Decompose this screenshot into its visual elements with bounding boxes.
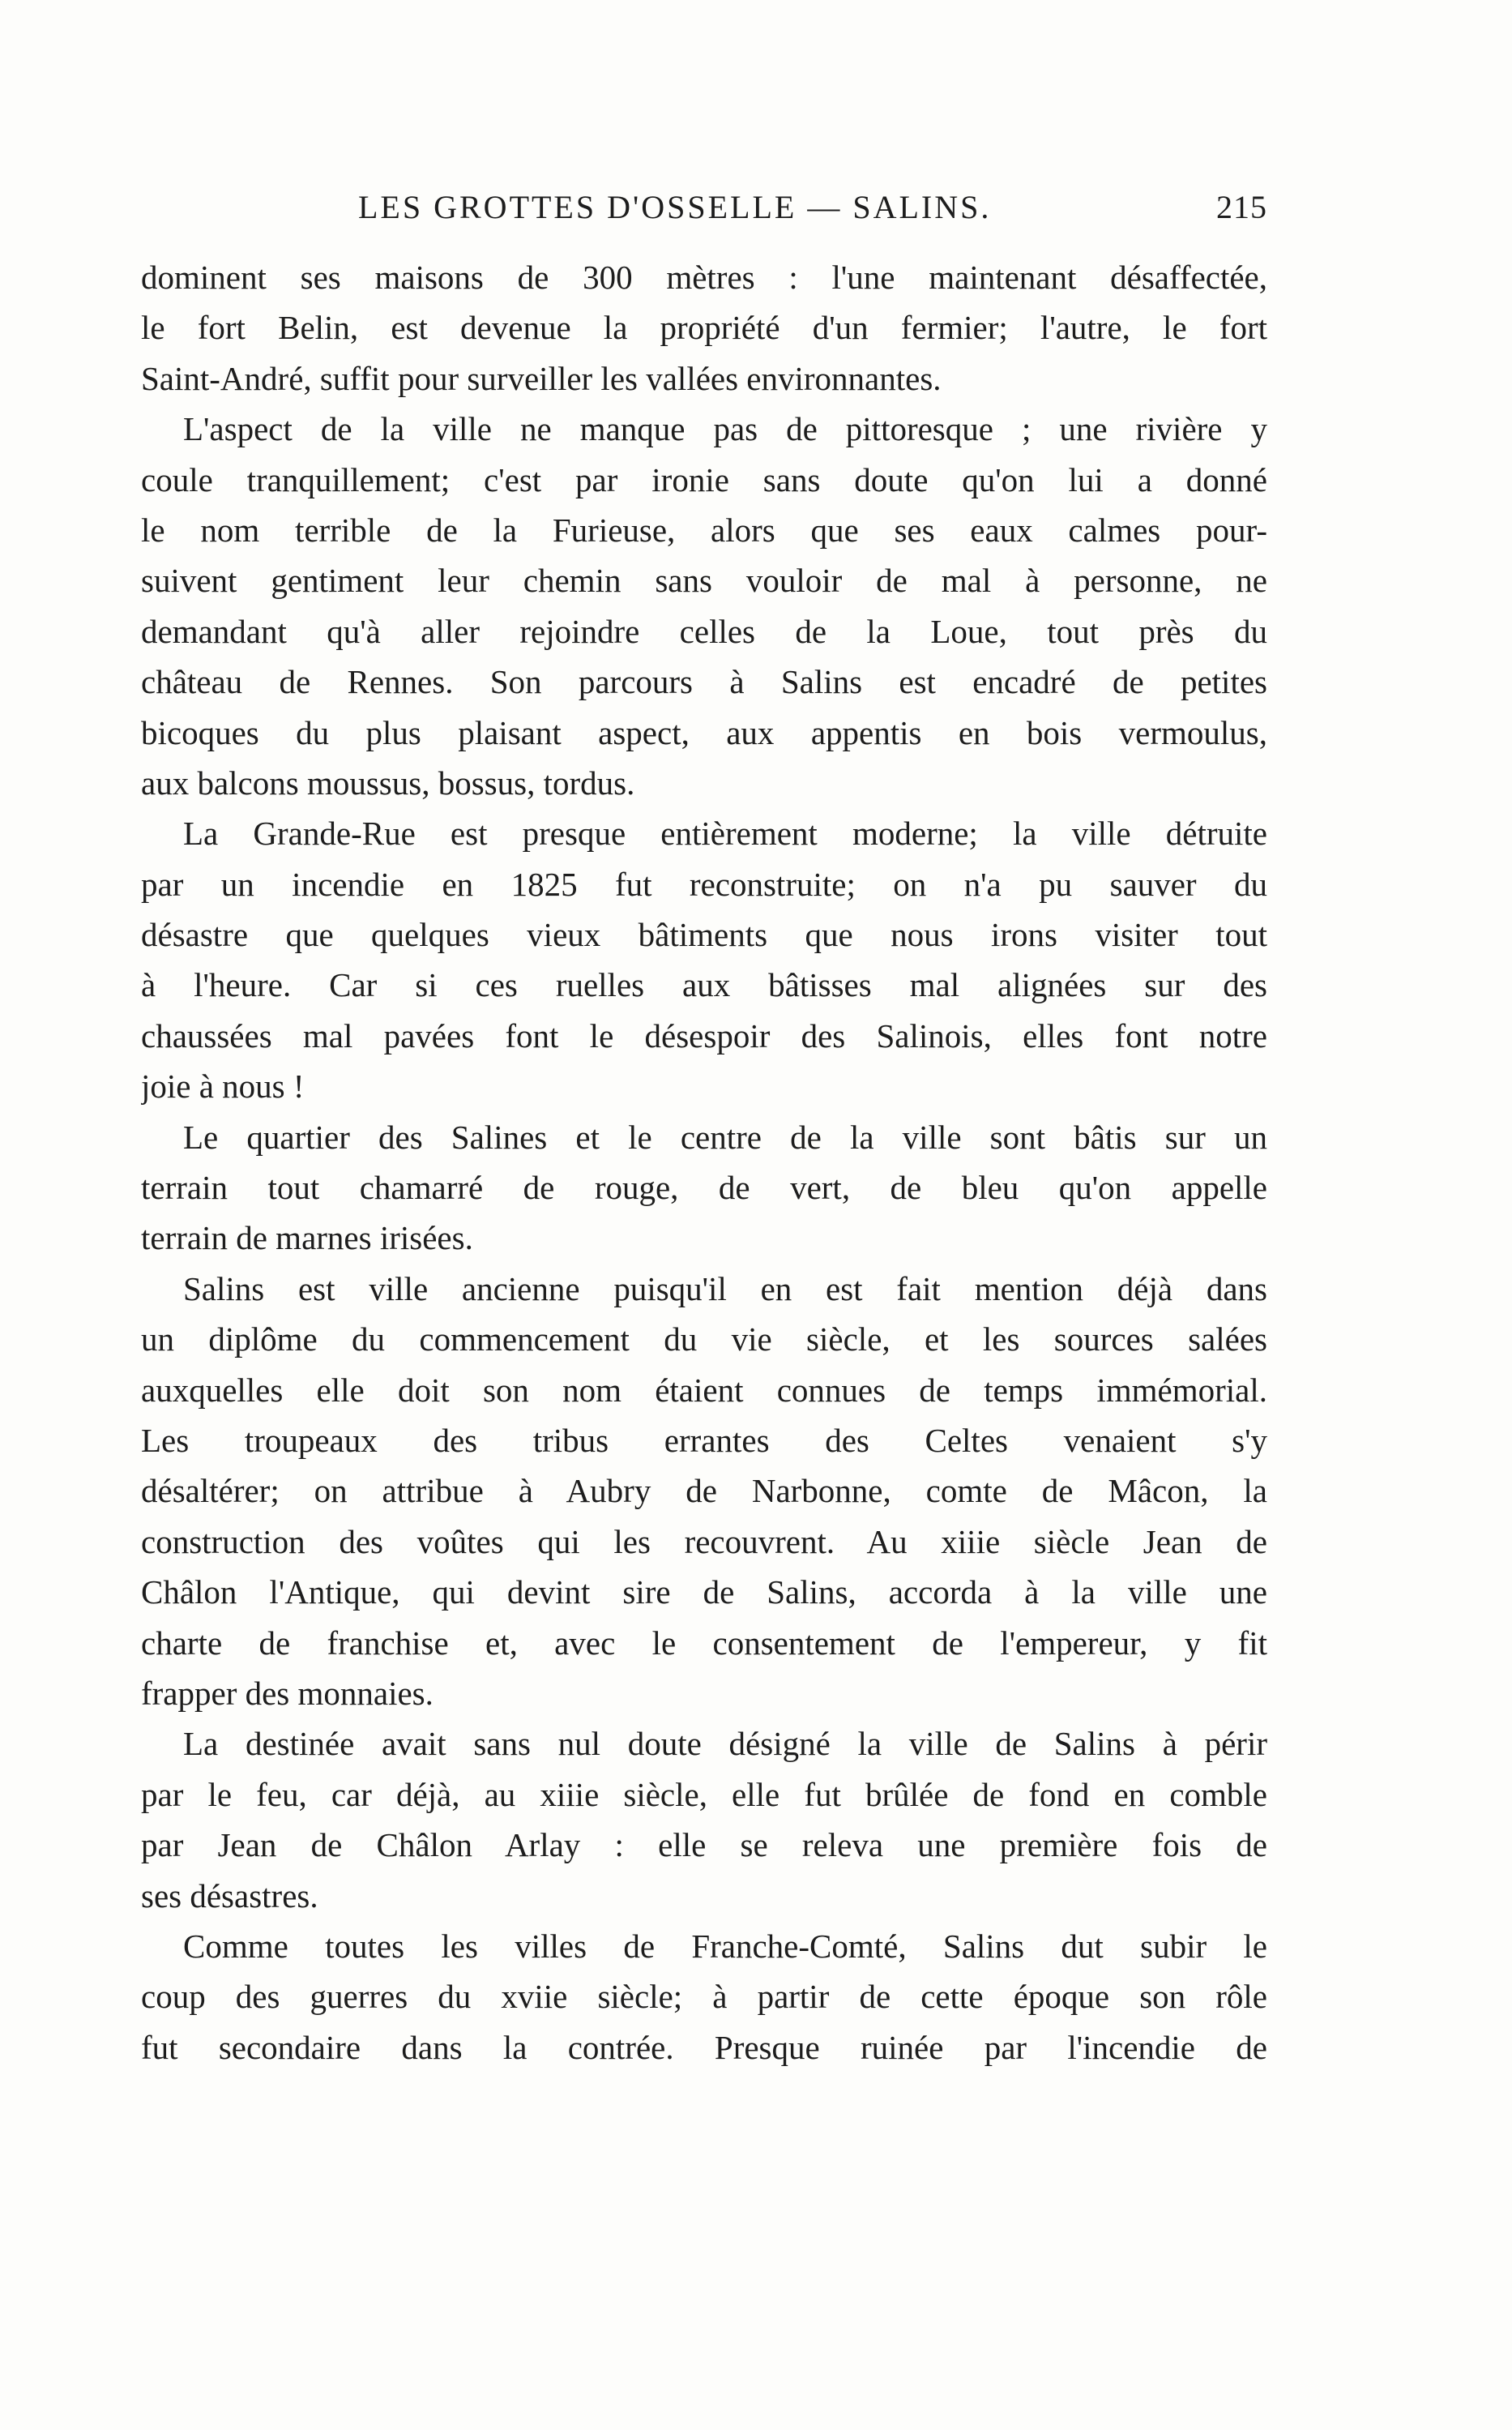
paragraph bbox=[141, 1112, 1267, 1264]
text-line: Saint-André, suffit pour surveiller les vallées environnantes. bbox=[141, 359, 942, 397]
running-title: LES GROTTES D'OSSELLE — SALINS. bbox=[358, 189, 992, 225]
paragraph bbox=[141, 1921, 1267, 2073]
text-line: chaussées mal pavées font le désespoir des Salinois, elles font notre bbox=[141, 1016, 1267, 1055]
text-line: joie à nous ! bbox=[141, 1067, 305, 1106]
page-number: 215 bbox=[1216, 189, 1267, 225]
text-line: terrain de marnes irisées. bbox=[141, 1219, 473, 1257]
text-line: Salins est ville ancienne puisqu'il en est fait mention déjà dans bbox=[183, 1269, 1267, 1307]
text-line: château de Rennes. Son parcours à Salins est encadré de petites bbox=[141, 663, 1267, 701]
text-line: ses désastres. bbox=[141, 1876, 318, 1914]
text-line: auxquelles elle doit son nom étaient connues de temps immémorial. bbox=[141, 1371, 1267, 1409]
text-line: Châlon l'Antique, qui devint sire de Salins, accorda à la ville une bbox=[141, 1573, 1267, 1611]
text-line: bicoques du plus plaisant aspect, aux appentis en bois vermoulus, bbox=[141, 713, 1267, 751]
paragraph bbox=[141, 404, 1267, 808]
text-line: Le quartier des Salines et le centre de la ville sont bâtis sur un bbox=[183, 1118, 1267, 1156]
text-line: La Grande-Rue est presque entièrement moderne; la ville détruite bbox=[183, 815, 1267, 853]
text-line: La destinée avait sans nul doute désigné la ville de Salins à périr bbox=[183, 1725, 1267, 1763]
paragraph bbox=[141, 1718, 1267, 1921]
text-line: le fort Belin, est devenue la propriété d'un fermier; l'autre, le fort bbox=[141, 309, 1267, 347]
text-line: Comme toutes les villes de Franche-Comté, Salins dut subir le bbox=[183, 1927, 1267, 1965]
text-line: demandant qu'à aller rejoindre celles de la Loue, tout près du bbox=[141, 612, 1267, 650]
text-line: L'aspect de la ville ne manque pas de pittoresque ; une rivière y bbox=[183, 410, 1267, 448]
text-line: désastre que quelques vieux bâtiments que nous irons visiter tout bbox=[141, 916, 1267, 954]
text-line: par Jean de Châlon Arlay : elle se releva une première fois de bbox=[141, 1826, 1267, 1864]
text-line: désaltérer; on attribue à Aubry de Narbonne, comte de Mâcon, la bbox=[141, 1472, 1267, 1510]
text-line: coup des guerres du xviie siècle; à partir de cette époque son rôle bbox=[141, 1978, 1267, 2016]
paragraph bbox=[141, 808, 1267, 1111]
text-line: coule tranquillement; c'est par ironie sans doute qu'on lui a donné bbox=[141, 460, 1267, 498]
text-line: Les troupeaux des tribus errantes des Celtes venaient s'y bbox=[141, 1421, 1267, 1459]
text-line: suivent gentiment leur chemin sans vouloir de mal à personne, ne bbox=[141, 562, 1267, 600]
text-line: charte de franchise et, avec le consentement de l'empereur, y fit bbox=[141, 1624, 1267, 1662]
paragraph bbox=[141, 252, 1267, 404]
body-text bbox=[141, 252, 1267, 2073]
text-line: frapper des monnaies. bbox=[141, 1674, 434, 1712]
text-line: le nom terrible de la Furieuse, alors que ses eaux calmes pour- bbox=[141, 511, 1267, 549]
text-line: aux balcons moussus, bossus, tordus. bbox=[141, 764, 635, 802]
text-line: construction des voûtes qui les recouvrent. Au xiiie siècle Jean de bbox=[141, 1522, 1267, 1560]
text-line: par le feu, car déjà, au xiiie siècle, elle fut brûlée de fond en comble bbox=[141, 1775, 1267, 1813]
text-line: terrain tout chamarré de rouge, de vert, de bleu qu'on appelle bbox=[141, 1169, 1267, 1207]
text-line: par un incendie en 1825 fut reconstruite; on n'a pu sauver du bbox=[141, 865, 1267, 903]
text-line: à l'heure. Car si ces ruelles aux bâtisses mal alignées sur des bbox=[141, 966, 1267, 1004]
paragraph bbox=[141, 1264, 1267, 1719]
text-line: fut secondaire dans la contrée. Presque ruinée par l'incendie de bbox=[141, 2028, 1267, 2066]
text-line: un diplôme du commencement du vie siècle, et les sources salées bbox=[141, 1320, 1267, 1358]
running-header bbox=[141, 185, 1267, 230]
text-line: dominent ses maisons de 300 mètres : l'une maintenant désaffectée, bbox=[141, 259, 1267, 296]
